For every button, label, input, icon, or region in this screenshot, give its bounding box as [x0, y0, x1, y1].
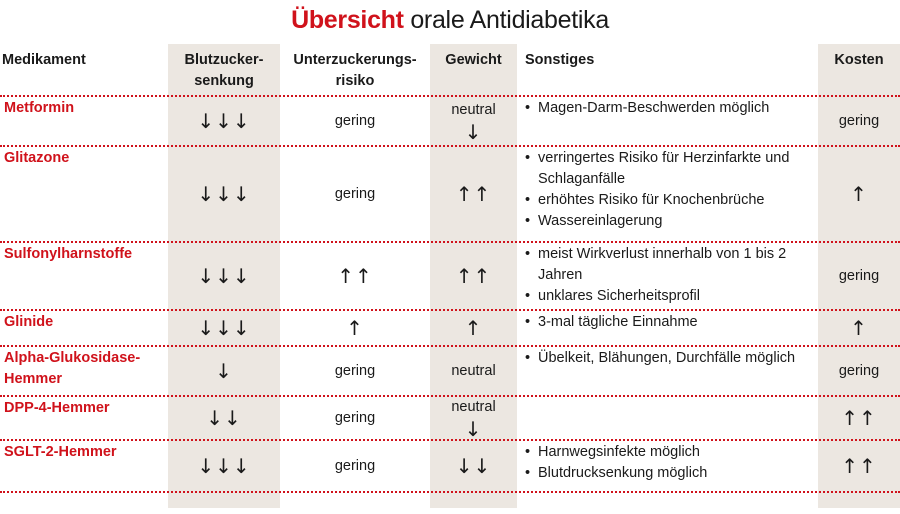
title-accent: Übersicht — [291, 6, 404, 34]
table-row — [0, 440, 900, 492]
drug-name-cell — [2, 396, 168, 440]
notes-list — [522, 146, 816, 232]
notes-list — [522, 96, 816, 119]
kosten-cell — [818, 310, 900, 346]
unterzucker-cell — [280, 346, 430, 396]
blutzucker-cell — [168, 346, 280, 396]
gewicht-cell — [430, 346, 517, 396]
unterzucker-value: ↑ — [346, 316, 364, 340]
header-sonstiges: Sonstiges — [525, 52, 595, 68]
drug-name-cell — [2, 96, 168, 146]
sonstiges-cell — [522, 242, 816, 310]
unterzucker-cell — [280, 440, 430, 492]
unterzucker-value: gering — [334, 362, 376, 379]
page-title — [0, 2, 900, 38]
gewicht-arrows: ↓ — [464, 119, 483, 144]
kosten-cell — [818, 346, 900, 396]
notes-list — [522, 242, 816, 307]
blutzucker-arrows: ↓↓↓ — [197, 264, 251, 288]
sonstiges-cell — [522, 346, 816, 396]
blutzucker-cell — [168, 440, 280, 492]
drug-name: Glinide — [4, 314, 54, 330]
drug-name-cell — [2, 310, 168, 346]
unterzucker-cell — [280, 242, 430, 310]
gewicht-cell — [430, 310, 517, 346]
notes-list — [522, 346, 816, 369]
drug-name-cell — [2, 346, 168, 396]
sonstiges-cell — [522, 396, 816, 440]
gewicht-text: neutral — [451, 362, 496, 379]
kosten-arrows: ↑ — [850, 182, 868, 206]
kosten-cell — [818, 242, 900, 310]
header-kosten: Kosten — [834, 52, 884, 68]
gewicht-cell — [430, 96, 517, 146]
note-item: • verringertes Risiko für Herzinfarkte und Schlaganfälle — [522, 148, 816, 190]
drug-name: Sulfonylharnstoffe — [4, 246, 133, 262]
blutzucker-cell — [168, 146, 280, 242]
drug-name: DPP-4-Hemmer — [4, 400, 110, 416]
table-row — [0, 146, 900, 242]
note-item: • Magen-Darm-Beschwerden möglich — [522, 98, 816, 119]
blutzucker-arrows: ↓↓ — [206, 406, 242, 430]
kosten-arrows: ↑↑ — [841, 406, 877, 430]
kosten-text: gering — [838, 267, 880, 284]
note-item: • Übelkeit, Blähungen, Durchfälle möglich — [522, 348, 816, 369]
sonstiges-cell — [522, 146, 816, 242]
blutzucker-arrows: ↓ — [215, 359, 233, 383]
note-item: • Blutdrucksenkung möglich — [522, 463, 816, 484]
table-row — [0, 346, 900, 396]
note-item: • Harnwegsinfekte möglich — [522, 442, 816, 463]
kosten-arrows: ↑↑ — [841, 454, 877, 478]
table-row — [0, 396, 900, 440]
kosten-arrows: ↑ — [850, 316, 868, 340]
drug-name: SGLT-2-Hemmer — [4, 444, 117, 460]
unterzucker-value: gering — [334, 185, 376, 202]
gewicht-arrows: ↓ — [464, 416, 483, 441]
blutzucker-cell — [168, 96, 280, 146]
header-gewicht: Gewicht — [445, 52, 502, 68]
blutzucker-cell — [168, 242, 280, 310]
drug-name-cell — [2, 146, 168, 242]
kosten-text: gering — [838, 362, 880, 379]
blutzucker-cell — [168, 310, 280, 346]
gewicht-cell — [430, 440, 517, 492]
blutzucker-arrows: ↓↓↓ — [197, 316, 251, 340]
unterzucker-value: ↑↑ — [337, 264, 373, 288]
note-item: • erhöhtes Risiko für Knochenbrüche — [522, 190, 816, 211]
gewicht-arrows: ↑↑ — [455, 264, 492, 288]
notes-list — [522, 310, 816, 333]
unterzucker-cell — [280, 310, 430, 346]
drug-name-cell — [2, 242, 168, 310]
notes-list — [522, 440, 816, 484]
blutzucker-cell — [168, 396, 280, 440]
unterzucker-cell — [280, 396, 430, 440]
gewicht-arrows: ↓↓ — [455, 454, 492, 478]
unterzucker-cell — [280, 146, 430, 242]
gewicht-arrows: ↑ — [464, 316, 483, 340]
drug-name: Metformin — [4, 100, 75, 116]
sonstiges-cell — [522, 310, 816, 346]
drug-name: Glitazone — [4, 150, 70, 166]
gewicht-text: neutral — [451, 398, 496, 415]
table-row — [0, 310, 900, 346]
table-row — [0, 242, 900, 310]
kosten-cell — [818, 96, 900, 146]
title-rest: orale Antidiabetika — [410, 6, 609, 34]
note-item: • unklares Sicherheitsprofil — [522, 286, 816, 307]
kosten-cell — [818, 146, 900, 242]
header-medikament: Medikament — [2, 52, 86, 68]
kosten-cell — [818, 440, 900, 492]
drug-name-cell — [2, 440, 168, 492]
table-header — [0, 44, 900, 96]
unterzucker-cell — [280, 96, 430, 146]
unterzucker-value: gering — [334, 112, 376, 129]
unterzucker-value: gering — [334, 409, 376, 426]
header-unterzucker: Unterzuckerungs- risiko — [293, 52, 417, 89]
blutzucker-arrows: ↓↓↓ — [197, 454, 251, 478]
gewicht-arrows: ↑↑ — [455, 182, 492, 206]
gewicht-cell — [430, 396, 517, 440]
sonstiges-cell — [522, 96, 816, 146]
header-blutzucker: Blutzucker- senkung — [184, 52, 264, 89]
note-item: • 3-mal tägliche Einnahme — [522, 312, 816, 333]
gewicht-cell — [430, 146, 517, 242]
note-item: • Wassereinlagerung — [522, 211, 816, 232]
note-item: • meist Wirkverlust innerhalb von 1 bis 2 Jahren — [522, 244, 816, 286]
kosten-cell — [818, 396, 900, 440]
gewicht-text: neutral — [451, 101, 496, 118]
drug-name: Alpha-Glukosidase-Hemmer — [4, 350, 141, 387]
unterzucker-value: gering — [334, 457, 376, 474]
blutzucker-arrows: ↓↓↓ — [197, 182, 251, 206]
kosten-text: gering — [838, 112, 880, 129]
sonstiges-cell — [522, 440, 816, 492]
table-row — [0, 96, 900, 146]
blutzucker-arrows: ↓↓↓ — [197, 109, 251, 133]
gewicht-cell — [430, 242, 517, 310]
